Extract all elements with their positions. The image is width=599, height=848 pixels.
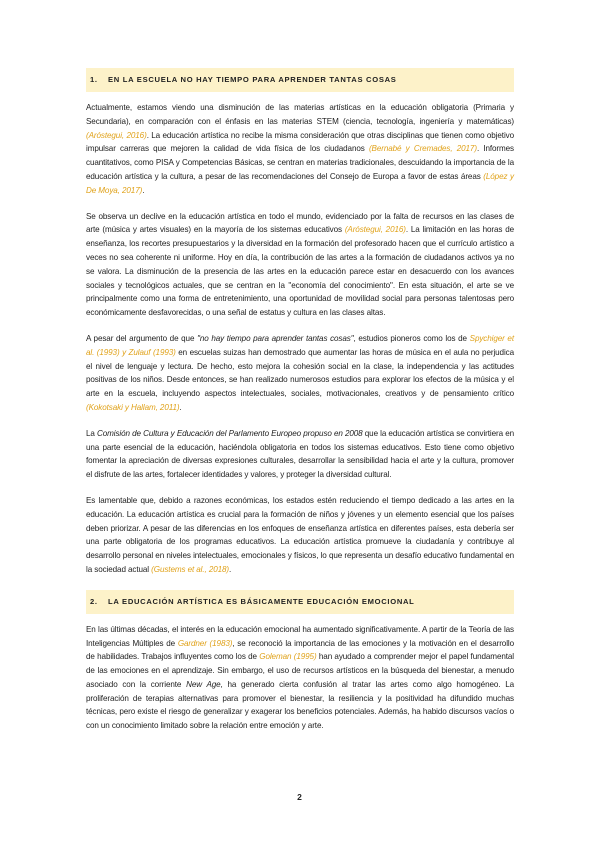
text-run: . — [229, 564, 232, 574]
citation: Spychiger et al. (1993) y Zulauf (1993) — [86, 333, 514, 357]
paragraph-3 — [86, 332, 514, 415]
section-heading-1 — [86, 68, 514, 92]
document-page — [86, 68, 514, 733]
citation: (Kokotsaki y Hallam, 2011) — [86, 402, 180, 412]
citation: (Bernabé y Cremades, 2017) — [368, 144, 477, 154]
paragraph-5 — [86, 494, 514, 577]
paragraph-4 — [86, 427, 514, 482]
text-run: en escuelas suizas han demostrado que aumentar las horas de música en el aula no perjudica el nivel de lenguaje y lectura. De hecho, esto mejora la cohesión social en la clase, la independencia y las actitudes positivas de los niños. Desde entonces, se han realizado numerosos estudios para explorar los efectos de la música y el arte en la escuela, incluyendo aspectos intelectuales, sociales, motivacionales, creativos y de pensamiento crítico — [86, 347, 514, 399]
citation: (López y De Moya, 2017) — [86, 171, 514, 195]
text-run: . La educación artística no recibe la misma consideración que otras disciplinas que tienen como objetivo impulsar carreras que mejoren la calidad de vida física de los ciudadanos — [86, 130, 514, 154]
text-run: A pesar del argumento de que — [86, 333, 198, 343]
text-run: . La limitación en las horas de enseñanza, los recortes presupuestarios y la diversidad en la formación del profesorado hacen que el currículo artístico a veces no sea coherente ni uniforme. Hoy en día, la contribución de las artes a la formación de ciudadanos activos ya no se valora. La disminución de la presencia de las artes en la educación parece estar en desacuerdo con los avances sociales y tecnológicos actuales, que se centran en la "economía del conocimiento". En esta situación, el arte se ve principalmente como una forma de entretenimiento, una oportunidad de movilidad social para personas talentosas pero económicamente desfavorecidas, o una señal de estatus y cultura en las clases altas. — [86, 225, 514, 318]
section-number-2: 2. — [90, 596, 98, 606]
citation: (Aróstegui, 2016) — [344, 225, 406, 235]
text-run: , estudios pioneros como los de — [353, 333, 470, 343]
citation: (Gustems et al., 2018) — [151, 564, 230, 574]
text-run: Es lamentable que, debido a razones económicas, los estados estén reduciendo el tiempo dedicado a las artes en la educación. La educación artística es crucial para la formación de niños y jóvenes y un elemento esencial que los países deben priorizar. A pesar de las diferencias en los enfoques de enseñanza artística en diferentes países, esta debería ser una parte obligatoria de los programas educativos. La educación artística promueve la ciudadanía y contribuye al desarrollo personal en niveles intelectuales, emocionales y físicos, lo que representa un desafío educativo fundamental en la sociedad actual — [86, 495, 514, 574]
text-run: Actualmente, estamos viendo una disminución de las materias artísticas en la educación obligatoria (Primaria y Secundaria), en comparación con el énfasis en las materias STEM (ciencia, tecnología, ingeniería y matemáticas) — [86, 103, 514, 126]
paragraph-2 — [86, 210, 514, 320]
text-run: . Informes cuantitativos, como PISA y Competencias Básicas, se centran en materias tradicionales, descuidando la importancia de la educación artística y la cultura, a pesar de las recomendaciones del Consejo de Europa a favor de estas áreas — [86, 144, 514, 181]
section-heading-2 — [86, 590, 514, 614]
section-title-2: LA EDUCACIÓN ARTÍSTICA ES BÁSICAMENTE EDUCACIÓN EMOCIONAL — [108, 596, 415, 606]
citation: (Aróstegui, 2016) — [86, 130, 147, 140]
text-run: En las últimas décadas, el interés en la educación emocional ha aumentado significativamente. A partir de la Teoría de las Inteligencias Múltiples de — [86, 624, 514, 648]
section-title-1: EN LA ESCUELA NO HAY TIEMPO PARA APRENDER TANTAS COSAS — [108, 75, 397, 84]
paragraph-6 — [86, 623, 514, 733]
text-run: Se observa un declive en la educación artística en todo el mundo, evidenciado por la falta de recursos en las clases de arte (música y artes visuales) en la mayoría de los sistemas educativos — [86, 211, 514, 235]
page-number: 2 — [297, 792, 302, 802]
text-run: , ha generado cierta confusión al tratar las artes como algo homogéneo. La proliferación de terapias alternativas para promover el bienestar, la resiliencia y la positividad ha difundido muchas técnicas, pero existe el riesgo de generalizar y exagerar los beneficios potenciales. Además, ha habido discursos vacíos o con un conocimiento limitado sobre la relación entre emoción y arte. — [86, 679, 515, 731]
citation: Goleman (1995) — [259, 652, 317, 662]
text-run: , se reconoció la importancia de las emociones y la motivación en el desarrollo de habilidades. Trabajos influyentes como los de — [86, 638, 514, 662]
paragraph-1 — [86, 101, 514, 198]
text-run: han ayudado a comprender mejor el papel fundamental de las emociones en el aprendizaje. Sin embargo, el uso de recursos artísticos en la búsqueda del bienestar, a menudo asociado con la corriente — [86, 652, 514, 689]
italic-text: New Age — [186, 679, 221, 689]
text-run: que la educación artística se convirtiera en una parte esencial de la educación, haciéndola obligatoria en todos los sistemas educativos. Esto tiene como objetivo fomentar la apreciación de diversas expresiones culturales, desarrollar la sensibilidad hacia el arte y la cultura, promover el disfrute de las artes, fortalecer identidades y valores, y proteger la diversidad cultural. — [86, 428, 515, 480]
section-number-1: 1. — [90, 75, 98, 84]
text-run: . — [179, 402, 182, 412]
italic-text: Comisión de Cultura y Educación del Parlamento Europeo propuso en 2008 — [97, 428, 363, 438]
italic-text: "no hay tiempo para aprender tantas cosas" — [197, 333, 354, 343]
text-run: La — [86, 428, 97, 438]
citation: Gardner (1983) — [177, 638, 233, 648]
text-run: . — [142, 185, 145, 195]
